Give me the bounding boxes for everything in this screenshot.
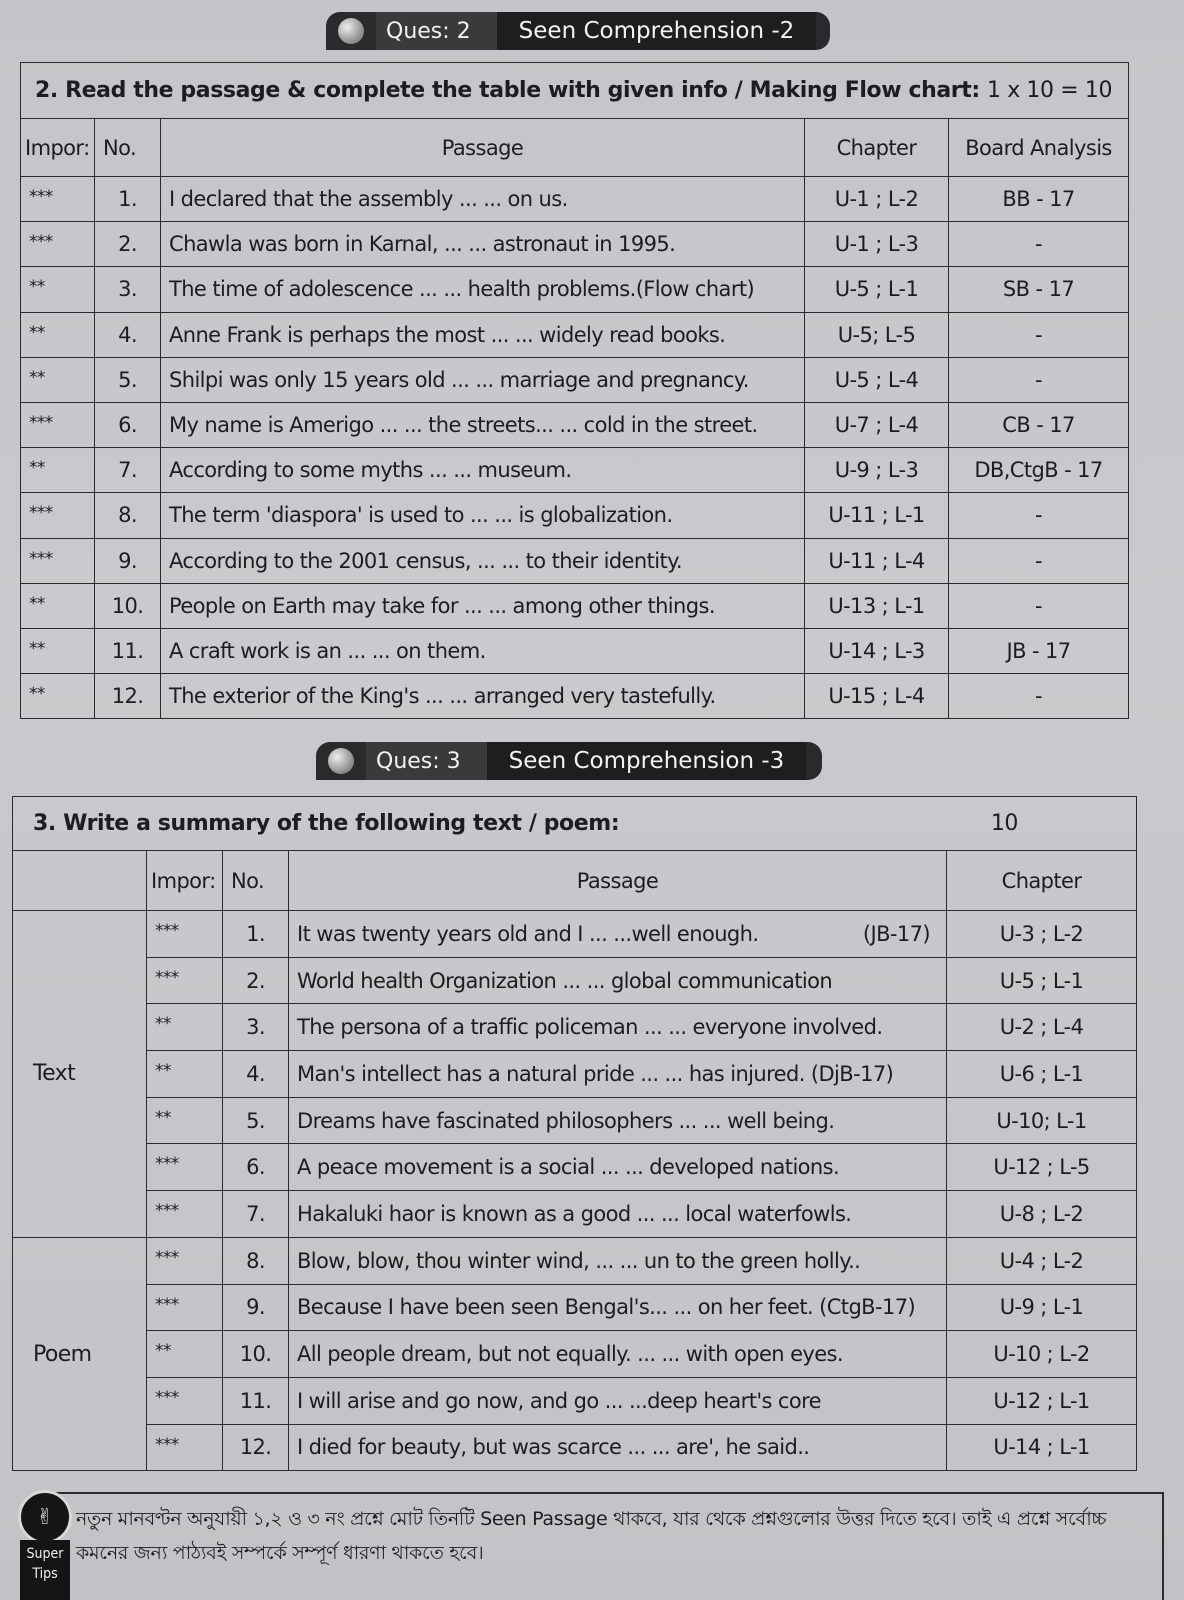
q2-table — [20, 62, 1129, 719]
importance-stars: ** — [21, 628, 95, 673]
passage-cell — [289, 1237, 947, 1284]
chapter-ref: U-1 ; L-2 — [805, 177, 949, 222]
passage-text: According to some myths ... ... museum. — [161, 448, 805, 493]
chapter-ref: U-12 ; L-5 — [947, 1144, 1137, 1191]
passage-text: Hakaluki haor is known as a good ... ... local waterfowls. — [297, 1201, 852, 1226]
passage-text: Man's intellect has a natural pride ... ... has injured. (DjB-17) — [297, 1061, 894, 1086]
chapter-ref: U-4 ; L-2 — [947, 1237, 1137, 1284]
row-number: 2. — [95, 222, 161, 267]
table-row — [21, 538, 1129, 583]
table-row — [13, 1237, 1137, 1284]
table-row — [21, 628, 1129, 673]
board-analysis: - — [949, 583, 1129, 628]
table-row — [13, 1284, 1137, 1331]
super-tips-label: Super Tips — [20, 1540, 70, 1600]
passage-text: People on Earth may take for ... ... among other things. — [161, 583, 805, 628]
chapter-ref: U-5; L-5 — [805, 312, 949, 357]
importance-stars: ** — [21, 267, 95, 312]
importance-stars: *** — [21, 222, 95, 267]
table-row — [21, 448, 1129, 493]
col-header-importance: Impor: — [21, 119, 95, 177]
row-number: 7. — [95, 448, 161, 493]
category-poem: Poem — [13, 1237, 147, 1470]
table-row — [13, 1051, 1137, 1098]
importance-stars: ** — [147, 1051, 223, 1098]
row-number: 10. — [223, 1331, 289, 1378]
row-number: 8. — [95, 493, 161, 538]
importance-stars: *** — [147, 957, 223, 1004]
board-analysis: SB - 17 — [949, 267, 1129, 312]
table-row — [21, 312, 1129, 357]
importance-stars: *** — [21, 538, 95, 583]
ques-3-label: Ques: 3 — [366, 742, 487, 780]
importance-stars: ** — [147, 1331, 223, 1378]
board-analysis: DB,CtgB - 17 — [949, 448, 1129, 493]
row-number: 3. — [95, 267, 161, 312]
table-row — [13, 1424, 1137, 1471]
super-tips — [14, 1482, 1184, 1600]
row-number: 5. — [95, 357, 161, 402]
board-analysis: JB - 17 — [949, 628, 1129, 673]
chapter-ref: U-3 ; L-2 — [947, 911, 1137, 958]
table-row — [13, 1191, 1137, 1238]
table-row — [21, 222, 1129, 267]
importance-stars: *** — [147, 1191, 223, 1238]
col-header-category — [13, 851, 147, 911]
passage-text: All people dream, but not equally. ... ... with open eyes. — [297, 1342, 843, 1367]
passage-text: Blow, blow, thou winter wind, ... ... un to the green holly.. — [297, 1248, 861, 1273]
q3-instruction-text: 3. Write a summary of the following text / poem: — [33, 811, 620, 836]
importance-stars: ** — [147, 1097, 223, 1144]
passage-text: Shilpi was only 15 years old ... ... marriage and pregnancy. — [161, 357, 805, 402]
passage-text: Because I have been seen Bengal's... ... on her feet. (CtgB-17) — [297, 1295, 916, 1320]
row-number: 12. — [95, 674, 161, 719]
q2-instruction — [21, 63, 1129, 119]
chapter-ref: U-7 ; L-4 — [805, 402, 949, 447]
passage-text: The exterior of the King's ... ... arranged very tastefully. — [161, 674, 805, 719]
passage-cell — [289, 1051, 947, 1098]
passage-text: It was twenty years old and I ... ...well enough. — [297, 921, 759, 946]
chapter-ref: U-14 ; L-3 — [805, 628, 949, 673]
ques-3-title: Seen Comprehension -3 — [487, 742, 807, 780]
col-header-passage: Passage — [161, 119, 805, 177]
chapter-ref: U-14 ; L-1 — [947, 1424, 1137, 1471]
chapter-ref: U-8 ; L-2 — [947, 1191, 1137, 1238]
chapter-ref: U-12 ; L-1 — [947, 1377, 1137, 1424]
chapter-ref: U-5 ; L-1 — [805, 267, 949, 312]
passage-text: The persona of a traffic policeman ... ... everyone involved. — [297, 1015, 883, 1040]
table-row — [13, 957, 1137, 1004]
table-row — [13, 1004, 1137, 1051]
table-row — [13, 1097, 1137, 1144]
row-number: 12. — [223, 1424, 289, 1471]
board-analysis: - — [949, 674, 1129, 719]
importance-stars: *** — [147, 1377, 223, 1424]
importance-stars: *** — [21, 493, 95, 538]
super-tips-text: নতুন মানবণ্টন অনুযায়ী ১,২ ও ৩ নং প্রশ্নে মোট তিনটি Seen Passage থাকবে, যার থেকে প্রশ্নগুলোর উত্তর দিতে হবে। তাই এ প্রশ্নে সর্বোচ্চ কমনের জন্য পাঠ্যবই সম্পর্কে সম্পূর্ণ ধারণা থাকতে হবে। — [76, 1508, 1107, 1564]
table-row — [21, 177, 1129, 222]
table-row — [21, 493, 1129, 538]
col-header-chapter: Chapter — [805, 119, 949, 177]
passage-cell — [289, 911, 947, 958]
ques-3-banner — [316, 742, 822, 780]
table-row — [13, 1377, 1137, 1424]
bullet-circle-icon — [338, 18, 364, 44]
q2-instruction-text: 2. Read the passage & complete the table with given info / Making Flow chart: — [35, 78, 980, 103]
importance-stars: ** — [21, 448, 95, 493]
importance-stars: *** — [147, 1144, 223, 1191]
importance-stars: *** — [147, 1237, 223, 1284]
board-analysis: - — [949, 493, 1129, 538]
table-row — [13, 1144, 1137, 1191]
importance-stars: ** — [21, 357, 95, 402]
importance-stars: ** — [21, 583, 95, 628]
chapter-ref: U-5 ; L-1 — [947, 957, 1137, 1004]
chapter-ref: U-2 ; L-4 — [947, 1004, 1137, 1051]
table-row — [21, 583, 1129, 628]
col-header-no: No. — [223, 851, 289, 911]
passage-text: I declared that the assembly ... ... on us. — [161, 177, 805, 222]
ques-2-label: Ques: 2 — [376, 12, 497, 50]
passage-text: According to the 2001 census, ... ... to their identity. — [161, 538, 805, 583]
passage-cell — [289, 1377, 947, 1424]
col-header-no: No. — [95, 119, 161, 177]
passage-text: A peace movement is a social ... ... developed nations. — [297, 1155, 840, 1180]
passage-text: The time of adolescence ... ... health problems.(Flow chart) — [161, 267, 805, 312]
table-row — [21, 674, 1129, 719]
row-number: 1. — [95, 177, 161, 222]
chapter-ref: U-13 ; L-1 — [805, 583, 949, 628]
board-reference: (JB-17) — [862, 921, 930, 946]
table-row — [21, 402, 1129, 447]
importance-stars: *** — [147, 911, 223, 958]
importance-stars: *** — [147, 1284, 223, 1331]
row-number: 5. — [223, 1097, 289, 1144]
row-number: 8. — [223, 1237, 289, 1284]
row-number: 10. — [95, 583, 161, 628]
row-number: 9. — [223, 1284, 289, 1331]
ques-2-title: Seen Comprehension -2 — [497, 12, 817, 50]
row-number: 3. — [223, 1004, 289, 1051]
board-analysis: CB - 17 — [949, 402, 1129, 447]
chapter-ref: U-9 ; L-1 — [947, 1284, 1137, 1331]
chapter-ref: U-5 ; L-4 — [805, 357, 949, 402]
chapter-ref: U-10 ; L-2 — [947, 1331, 1137, 1378]
board-analysis: BB - 17 — [949, 177, 1129, 222]
passage-cell — [289, 1284, 947, 1331]
passage-cell — [289, 1191, 947, 1238]
passage-cell — [289, 1424, 947, 1471]
category-text: Text — [13, 911, 147, 1238]
q3-marks: 10 — [990, 811, 1019, 836]
col-header-importance: Impor: — [147, 851, 223, 911]
importance-stars: *** — [21, 402, 95, 447]
row-number: 7. — [223, 1191, 289, 1238]
row-number: 11. — [223, 1377, 289, 1424]
chapter-ref: U-1 ; L-3 — [805, 222, 949, 267]
passage-cell — [289, 1097, 947, 1144]
passage-text: Dreams have fascinated philosophers ... ... well being. — [297, 1108, 835, 1133]
passage-cell — [289, 957, 947, 1004]
passage-text: The term 'diaspora' is used to ... ... is globalization. — [161, 493, 805, 538]
passage-cell — [289, 1004, 947, 1051]
chapter-ref: U-11 ; L-1 — [805, 493, 949, 538]
chapter-ref: U-9 ; L-3 — [805, 448, 949, 493]
table-row — [21, 267, 1129, 312]
board-analysis: - — [949, 312, 1129, 357]
importance-stars: ** — [21, 674, 95, 719]
bullet-circle-icon — [328, 748, 354, 774]
col-header-chapter: Chapter — [947, 851, 1137, 911]
row-number: 6. — [95, 402, 161, 447]
row-number: 9. — [95, 538, 161, 583]
ques-2-banner — [326, 12, 830, 50]
importance-stars: ** — [147, 1004, 223, 1051]
passage-text: Chawla was born in Karnal, ... ... astronaut in 1995. — [161, 222, 805, 267]
col-header-board-analysis: Board Analysis — [949, 119, 1129, 177]
passage-text: I will arise and go now, and go ... ...deep heart's core — [297, 1388, 821, 1413]
chapter-ref: U-15 ; L-4 — [805, 674, 949, 719]
chapter-ref: U-11 ; L-4 — [805, 538, 949, 583]
importance-stars: *** — [21, 177, 95, 222]
table-row — [13, 911, 1137, 958]
q2-marks: 1 x 10 = 10 — [987, 78, 1113, 103]
importance-stars: ** — [21, 312, 95, 357]
chapter-ref: U-10; L-1 — [947, 1097, 1137, 1144]
importance-stars: *** — [147, 1424, 223, 1471]
board-analysis: - — [949, 222, 1129, 267]
row-number: 11. — [95, 628, 161, 673]
row-number: 6. — [223, 1144, 289, 1191]
passage-cell — [289, 1331, 947, 1378]
board-analysis: - — [949, 538, 1129, 583]
passage-text: A craft work is an ... ... on them. — [161, 628, 805, 673]
row-number: 4. — [95, 312, 161, 357]
passage-text: I died for beauty, but was scarce ... ... are', he said.. — [297, 1435, 810, 1460]
passage-text: World health Organization ... ... global communication — [297, 968, 833, 993]
table-row — [13, 1331, 1137, 1378]
q3-instruction — [13, 797, 1137, 851]
q3-table — [12, 796, 1137, 1471]
chapter-ref: U-6 ; L-1 — [947, 1051, 1137, 1098]
passage-cell — [289, 1144, 947, 1191]
col-header-passage: Passage — [289, 851, 947, 911]
row-number: 4. — [223, 1051, 289, 1098]
passage-text: Anne Frank is perhaps the most ... ... widely read books. — [161, 312, 805, 357]
row-number: 1. — [223, 911, 289, 958]
passage-text: My name is Amerigo ... ... the streets... ... cold in the street. — [161, 402, 805, 447]
table-row — [21, 357, 1129, 402]
board-analysis: - — [949, 357, 1129, 402]
hand-gesture-icon: ✌ — [18, 1490, 72, 1544]
row-number: 2. — [223, 957, 289, 1004]
